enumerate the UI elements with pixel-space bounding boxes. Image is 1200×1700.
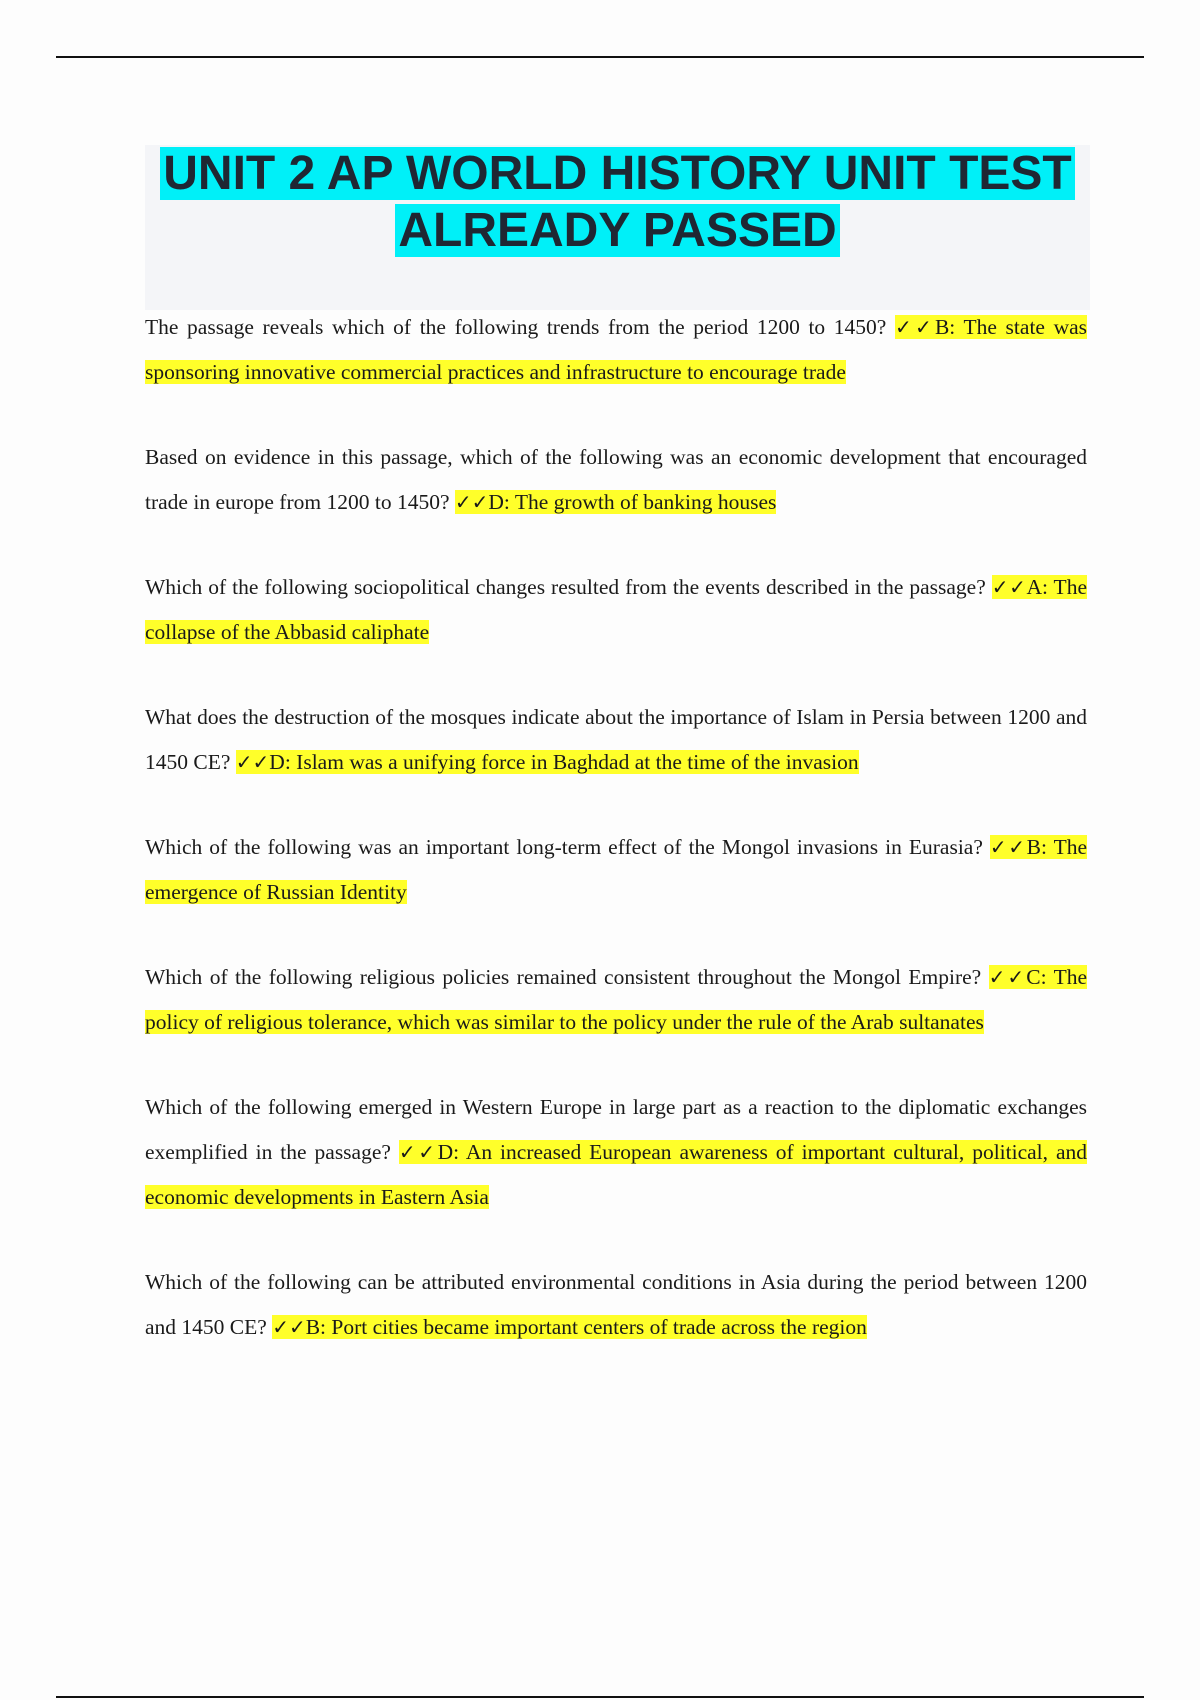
footer-rule <box>56 1696 1144 1698</box>
question-item-2 <box>145 435 1087 525</box>
answer-text: D: Islam was a unifying force in Baghdad at the time of the invasion <box>269 750 859 774</box>
question-text: Which of the following was an important long-term effect of the Mongol invasions in Eurasia? <box>145 835 990 859</box>
check-mark-icon: ✓✓ <box>398 1140 438 1164</box>
answer-text: B: Port cities became important centers of trade across the region <box>305 1315 867 1339</box>
question-text: The passage reveals which of the following trends from the period 1200 to 1450? <box>145 315 895 339</box>
question-text: Which of the following emerged in Western Europe in large part as a reaction to the diplomatic exchanges exemplified in the passage? <box>145 1095 1087 1164</box>
answer-text: D: The growth of banking houses <box>488 490 777 514</box>
check-mark-icon: ✓✓ <box>272 1315 306 1339</box>
question-text: Which of the following sociopolitical changes resulted from the events described in the passage? <box>145 575 992 599</box>
answer-text: A: The collapse of the Abbasid caliphate <box>145 575 1087 644</box>
answer-highlight <box>236 750 859 774</box>
check-mark-icon: ✓✓ <box>988 965 1027 989</box>
answer-text: B: The emergence of Russian Identity <box>145 835 1088 904</box>
check-mark-icon: ✓✓ <box>235 750 270 774</box>
check-mark-icon: ✓✓ <box>454 490 489 514</box>
question-text: What does the destruction of the mosques indicate about the importance of Islam in Persia between 1200 and 1450 CE? <box>145 705 1087 774</box>
check-mark-icon: ✓✓ <box>989 835 1027 859</box>
title-line-1: UNIT 2 AP WORLD HISTORY UNIT TEST <box>160 147 1075 200</box>
title-line-2: ALREADY PASSED <box>395 204 839 257</box>
question-item-8 <box>145 1260 1087 1350</box>
check-mark-icon: ✓✓ <box>991 575 1027 599</box>
answer-text: B: The state was sponsoring innovative commercial practices and infrastructure to encourage trade <box>145 315 1088 384</box>
answer-text: D: An increased European awareness of important cultural, political, and economic developments in Eastern Asia <box>145 1140 1088 1209</box>
question-text: Which of the following can be attributed environmental conditions in Asia during the period between 1200 and 1450 CE? <box>145 1270 1087 1339</box>
question-item-5 <box>145 825 1087 915</box>
check-mark-icon: ✓✓ <box>894 315 935 339</box>
question-list <box>145 305 1087 1390</box>
answer-highlight <box>272 1315 867 1339</box>
question-item-7 <box>145 1085 1087 1220</box>
question-text: Which of the following religious policies remained consistent throughout the Mongol Empire? <box>145 965 989 989</box>
question-item-1 <box>145 305 1087 395</box>
question-item-6 <box>145 955 1087 1045</box>
answer-highlight <box>455 490 777 514</box>
header-rule <box>56 56 1144 58</box>
answer-text: C: The policy of religious tolerance, which was similar to the policy under the rule of the Arab sultanates <box>145 965 1087 1034</box>
question-text: Based on evidence in this passage, which of the following was an economic development that encouraged trade in europe from 1200 to 1450? <box>145 445 1087 514</box>
question-item-4 <box>145 695 1087 785</box>
page-title <box>145 145 1090 259</box>
question-item-3 <box>145 565 1087 655</box>
